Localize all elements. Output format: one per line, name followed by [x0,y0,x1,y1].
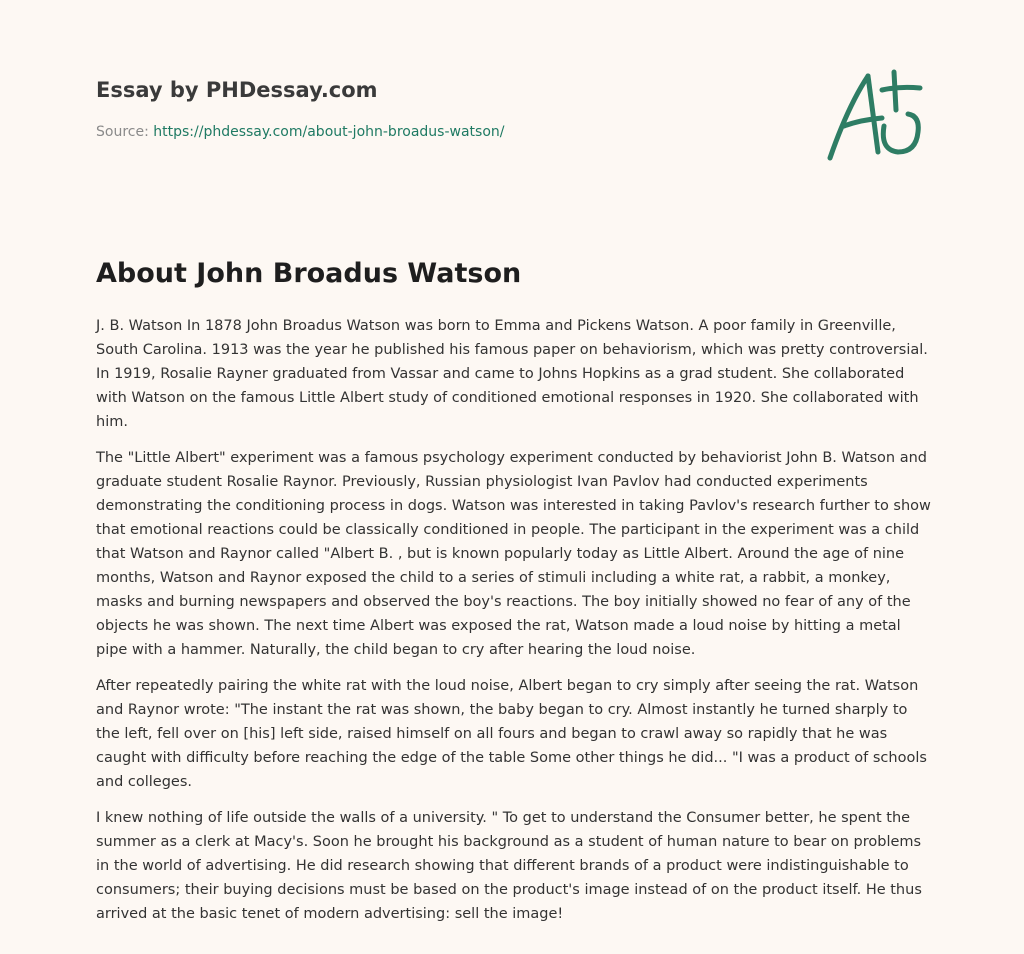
essay-paragraph: After repeatedly pairing the white rat with the loud noise, Albert began to cry simply after seeing the rat. Watson and Raynor wrote: "The instant the rat was shown, the baby began to cry. Almost instantly he turned sharply to the left, fell over on [his] left side, raised himself on all fours and began to crawl away so rapidly that he was caught with difficulty before reaching the edge of the table Some other things he did... "I was a product of schools and colleges. [96,678,927,790]
essay-paragraph: I knew nothing of life outside the walls of a university. " To get to understand the Consumer better, he spent the summer as a clerk at Macy's. Soon he brought his background as a student of human nature to bear on problems in the world of advertising. He did research showing that different brands of a product were indistinguishable to consumers; their buying decisions must be based on the product's image instead of on the product itself. He thus arrived at the basic tenet of modern advertising: sell the image! [96,810,922,922]
source-label: Source: [96,124,149,140]
document-header [96,76,816,142]
essay-paragraph: J. B. Watson In 1878 John Broadus Watson was born to Emma and Pickens Watson. A poor family in Greenville, South Carolina. 1913 was the year he published his famous paper on behaviorism, which was pretty controversial. In 1919, Rosalie Rayner graduated from Vassar and came to Johns Hopkins as a grad student. She collaborated with Watson on the famous Little Albert study of conditioned emotional responses in 1920. She collaborated with him. [96,318,928,430]
brand-title: Essay by PHDessay.com [96,78,378,102]
a-plus-grade-icon [820,66,930,166]
source-link[interactable]: https://phdessay.com/about-john-broadus-watson/ [153,124,505,140]
essay-title: About John Broadus Watson [96,258,522,289]
source-line [96,122,816,142]
essay-paragraph: The "Little Albert" experiment was a famous psychology experiment conducted by behaviorist John B. Watson and graduate student Rosalie Raynor. Previously, Russian physiologist Ivan Pavlov had conducted experiments demonstrating the conditioning process in dogs. Watson was interested in taking Pavlov's research further to show that emotional reactions could be classically conditioned in people. The participant in the experiment was a child that Watson and Raynor called "Albert B. , but is known popularly today as Little Albert. Around the age of nine months, Watson and Raynor exposed the child to a series of stimuli including a white rat, a rabbit, a monkey, masks and burning newspapers and observed the boy's reactions. The boy initially showed no fear of any of the objects he was shown. The next time Albert was exposed the rat, Watson made a loud noise by hitting a metal pipe with a hammer. Naturally, the child began to cry after hearing the loud noise. [96,450,931,658]
essay-body [96,314,932,938]
